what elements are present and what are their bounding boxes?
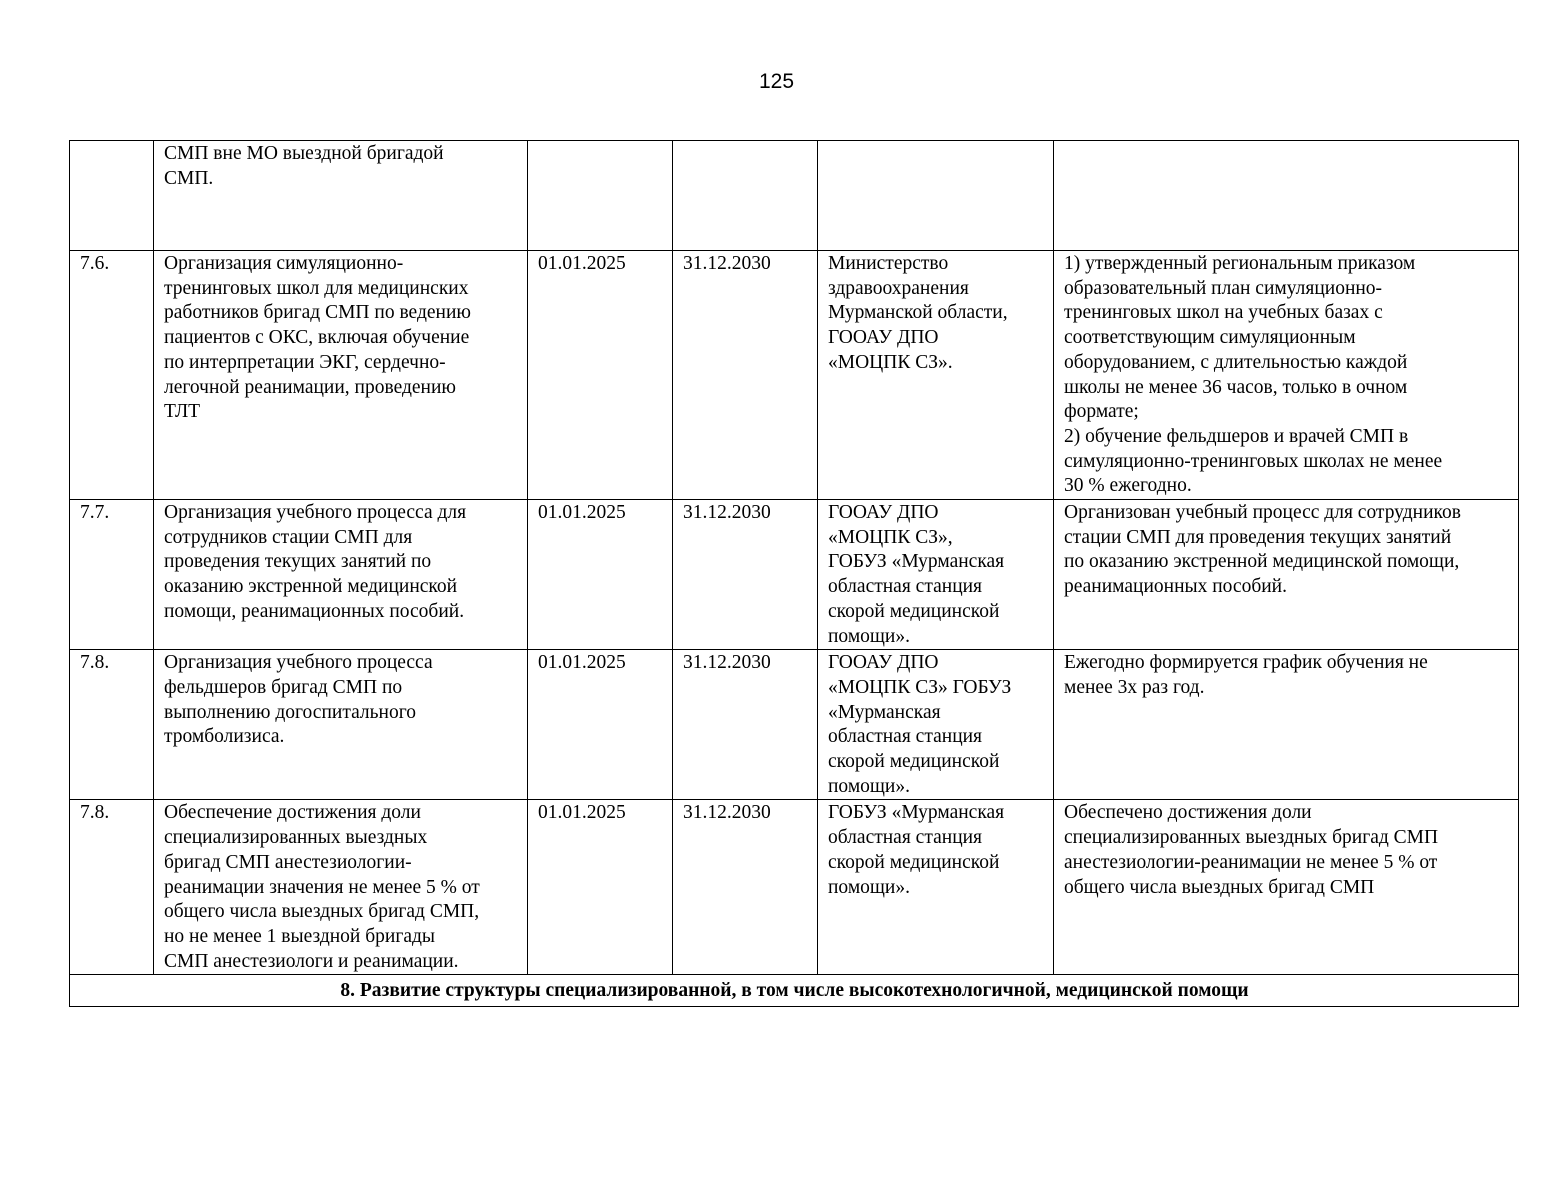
responsible-cell-line: помощи». <box>828 775 910 797</box>
responsible-cell-line: областная станция <box>828 576 983 598</box>
responsible-cell-line: «Мурманская <box>828 701 941 723</box>
table-row <box>70 500 1519 650</box>
result-cell <box>1054 500 1519 650</box>
start-date-cell: 01.01.2025 <box>528 650 673 800</box>
end-date-cell: 31.12.2030 <box>673 800 818 975</box>
activity-cell-line: общего числа выездных бригад СМП, <box>164 901 480 923</box>
responsible-cell <box>818 251 1054 500</box>
table-row <box>70 800 1519 975</box>
result-cell-line: формате; <box>1064 401 1139 423</box>
end-date-cell <box>673 141 818 251</box>
result-cell-line: стации СМП для проведения текущих занятий <box>1064 526 1452 548</box>
start-date-cell <box>528 141 673 251</box>
activity-cell <box>154 141 528 251</box>
activity-cell-line: Организация учебного процесса для <box>164 502 467 524</box>
result-cell-line: специализированных выездных бригад СМП <box>1064 827 1439 849</box>
responsible-cell <box>818 800 1054 975</box>
section-heading-row <box>70 975 1519 1007</box>
result-cell-line: симуляционно-тренинговых школах не менее <box>1064 450 1443 472</box>
responsible-cell-line: ГОБУЗ «Мурманская <box>828 802 1005 824</box>
result-cell <box>1054 251 1519 500</box>
responsible-cell <box>818 650 1054 800</box>
row-number-cell: 7.8. <box>70 650 154 800</box>
activity-cell-line: фельдшеров бригад СМП по <box>164 676 403 698</box>
result-cell <box>1054 141 1519 251</box>
responsible-cell <box>818 141 1054 251</box>
responsible-cell-line: здравоохранения <box>828 277 969 299</box>
activity-cell <box>154 251 528 500</box>
activity-cell-line: реанимации значения не менее 5 % от <box>164 876 480 898</box>
result-cell-line: по оказанию экстренной медицинской помощи, <box>1064 551 1460 573</box>
result-cell-line: Ежегодно формируется график обучения не <box>1064 652 1428 674</box>
activity-cell <box>154 650 528 800</box>
activity-cell-line: оказанию экстренной медицинской <box>164 576 458 598</box>
responsible-cell-line: Мурманской области, <box>828 302 1008 324</box>
activity-cell <box>154 500 528 650</box>
activity-cell-line: СМП. <box>164 167 214 189</box>
end-date-cell: 31.12.2030 <box>673 650 818 800</box>
activity-cell-line: ТЛТ <box>164 401 201 423</box>
table-row <box>70 251 1519 500</box>
row-number-cell: 7.6. <box>70 251 154 500</box>
result-cell-line: Обеспечено достижения доли <box>1064 802 1312 824</box>
end-date-cell: 31.12.2030 <box>673 500 818 650</box>
activity-cell-line: легочной реанимации, проведению <box>164 376 456 398</box>
activity-cell-line: пациентов с ОКС, включая обучение <box>164 327 470 349</box>
activity-cell-line: тренинговых школ для медицинских <box>164 277 469 299</box>
result-cell-line: 1) утвержденный региональным приказом <box>1064 253 1416 274</box>
responsible-cell-line: скорой медицинской <box>828 851 1000 873</box>
activity-cell-line: Обеспечение достижения доли <box>164 802 421 824</box>
responsible-cell-line: ГОБУЗ «Мурманская <box>828 551 1005 573</box>
activity-cell-line: СМП анестезиологи и реанимации. <box>164 950 459 972</box>
responsible-cell <box>818 500 1054 650</box>
end-date-cell: 31.12.2030 <box>673 251 818 500</box>
result-cell-line: реанимационных пособий. <box>1064 576 1287 598</box>
result-cell-line: Организован учебный процесс для сотрудников <box>1064 502 1461 524</box>
responsible-cell-line: ГООАУ ДПО <box>828 652 939 674</box>
result-cell-line: 2) обучение фельдшеров и врачей СМП в <box>1064 425 1409 447</box>
row-number-cell: 7.8. <box>70 800 154 975</box>
activity-cell-line: но не менее 1 выездной бригады <box>164 925 436 947</box>
result-cell-line: образовательный план симуляционно- <box>1064 277 1383 299</box>
responsible-cell-line: ГООАУ ДПО <box>828 327 939 349</box>
activity-cell-line: по интерпретации ЭКГ, сердечно- <box>164 351 446 373</box>
start-date-cell: 01.01.2025 <box>528 251 673 500</box>
result-cell-line: тренинговых школ на учебных базах с <box>1064 302 1383 324</box>
table-row <box>70 141 1519 251</box>
responsible-cell-line: «МОЦПК СЗ» ГОБУЗ <box>828 676 1012 698</box>
activity-cell-line: СМП вне МО выездной бригадой <box>164 143 444 164</box>
responsible-cell-line: ГООАУ ДПО <box>828 502 939 524</box>
result-cell <box>1054 800 1519 975</box>
result-cell-line: менее 3х раз год. <box>1064 676 1205 698</box>
responsible-cell-line: скорой медицинской <box>828 751 1000 773</box>
page-number: 125 <box>758 70 795 93</box>
activity-table <box>69 140 1519 1007</box>
result-cell-line: оборудованием, с длительностью каждой <box>1064 351 1408 373</box>
activity-cell-line: Организация учебного процесса <box>164 652 433 674</box>
activity-cell <box>154 800 528 975</box>
activity-cell-line: работников бригад СМП по ведению <box>164 302 471 324</box>
activity-cell-line: тромболизиса. <box>164 726 285 748</box>
result-cell-line: анестезиологии-реанимации не менее 5 % от <box>1064 851 1438 873</box>
result-cell-line: общего числа выездных бригад СМП <box>1064 876 1375 898</box>
table-row <box>70 650 1519 800</box>
result-cell-line: 30 % ежегодно. <box>1064 475 1192 497</box>
activity-cell-line: бригад СМП анестезиологии- <box>164 851 412 873</box>
responsible-cell-line: Министерство <box>828 253 949 274</box>
activity-cell-line: проведения текущих занятий по <box>164 551 432 573</box>
activity-cell-line: выполнению догоспитального <box>164 701 416 723</box>
row-number-cell <box>70 141 154 251</box>
responsible-cell-line: областная станция <box>828 827 983 849</box>
responsible-cell-line: помощи». <box>828 625 910 647</box>
start-date-cell: 01.01.2025 <box>528 500 673 650</box>
result-cell-line: школы не менее 36 часов, только в очном <box>1064 376 1408 398</box>
result-cell <box>1054 650 1519 800</box>
activity-cell-line: специализированных выездных <box>164 827 428 849</box>
result-cell-line: соответствующим симуляционным <box>1064 327 1356 349</box>
row-number-cell: 7.7. <box>70 500 154 650</box>
activity-cell-line: сотрудников стации СМП для <box>164 526 413 548</box>
start-date-cell: 01.01.2025 <box>528 800 673 975</box>
section-heading: 8. Развитие структуры специализированной, в том числе высокотехнологичной, медицинской помощи <box>70 975 1519 1007</box>
responsible-cell-line: «МОЦПК СЗ», <box>828 526 953 548</box>
responsible-cell-line: областная станция <box>828 726 983 748</box>
responsible-cell-line: помощи». <box>828 876 910 898</box>
activity-cell-line: помощи, реанимационных пособий. <box>164 600 465 622</box>
responsible-cell-line: «МОЦПК СЗ». <box>828 351 953 373</box>
activity-cell-line: Организация симуляционно- <box>164 253 404 274</box>
responsible-cell-line: скорой медицинской <box>828 600 1000 622</box>
